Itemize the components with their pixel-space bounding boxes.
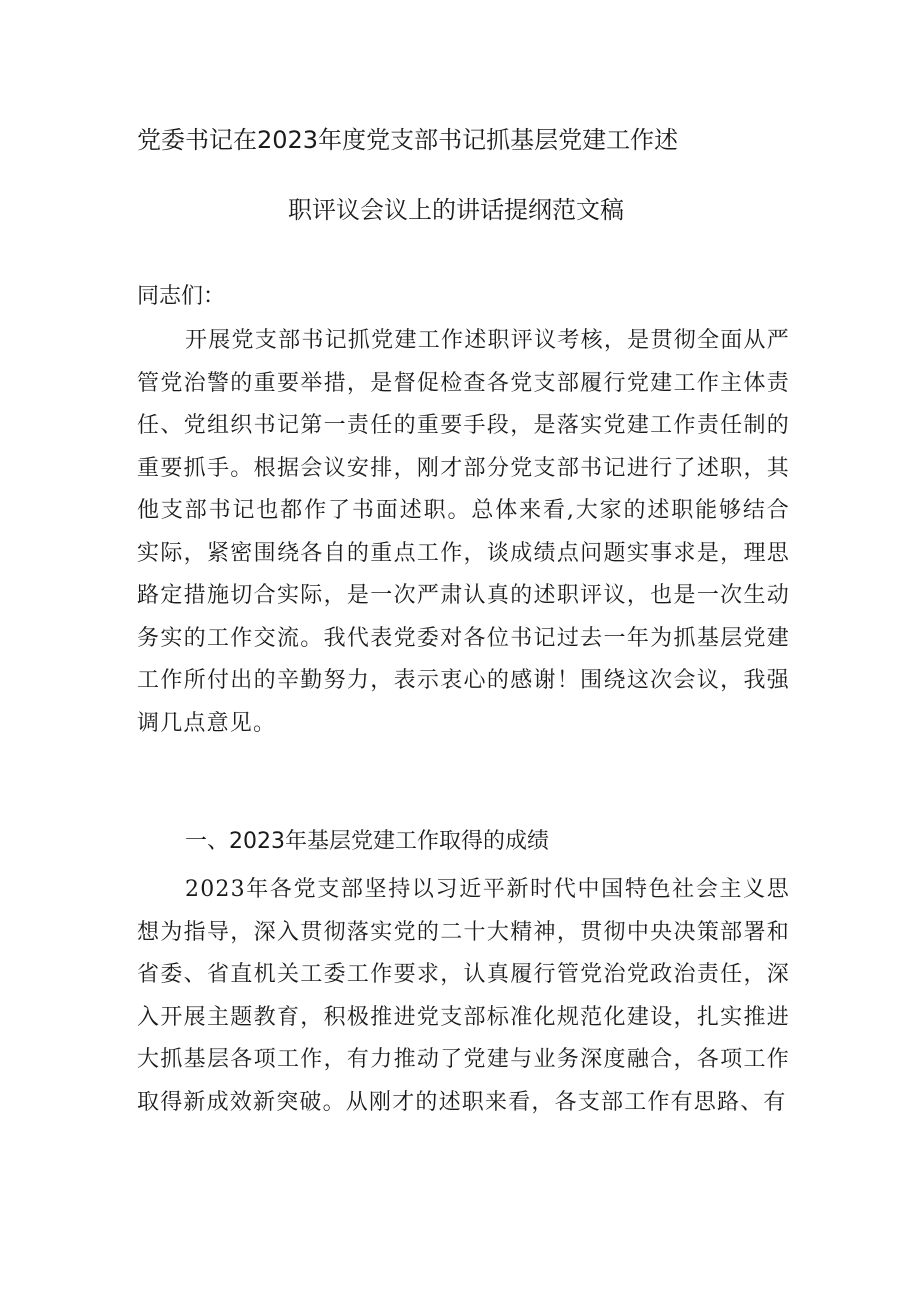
section-heading-achievements: 一、2023年基层党建工作取得的成绩 [185, 829, 549, 854]
body-paragraph-intro: 开展党支部书记抓党建工作述职评议考核，是贯彻全面从严管党治警的重要举措，是督促检查各党支部履行党建工作主体责任、党组织书记第一责任的重要手段，是落实党建工作责任制的重要抓手。根据会议安排，刚才部分党支部书记进行了述职，其他支部书记也都作了书面述职。总体来看,大家的述职能够结合实际，紧密围绕各自的重点工作，谈成绩点问题实事求是，理思路定措施切合实际，是一次严肃认真的述职评议，也是一次生动务实的工作交流。我代表党委对各位书记过去一年为抓基层党建工作所付出的辛勤努力，表示衷心的感谢！围绕这次会议，我强调几点意见。 [137, 328, 790, 736]
body-paragraph-achievements: 2023年各党支部坚持以习近平新时代中国特色社会主义思想为指导，深入贯彻落实党的二十大精神，贯彻中央决策部署和省委、省直机关工委工作要求，认真履行管党治党政治责任，深入开展主题教育，积极推进党支部标准化规范化建设，扎实推进大抓基层各项工作，有力推动了党建与业务深度融合，各项工作取得新成效新突破。从刚才的述职来看，各支部工作有思路、有 [137, 877, 790, 1115]
document-title-line-1: 党委书记在2023年度党支部书记抓基层党建工作述 [137, 126, 679, 154]
salutation: 同志们： [137, 284, 226, 309]
document-title-line-2: 职评议会议上的讲话提纲范文稿 [288, 196, 624, 224]
